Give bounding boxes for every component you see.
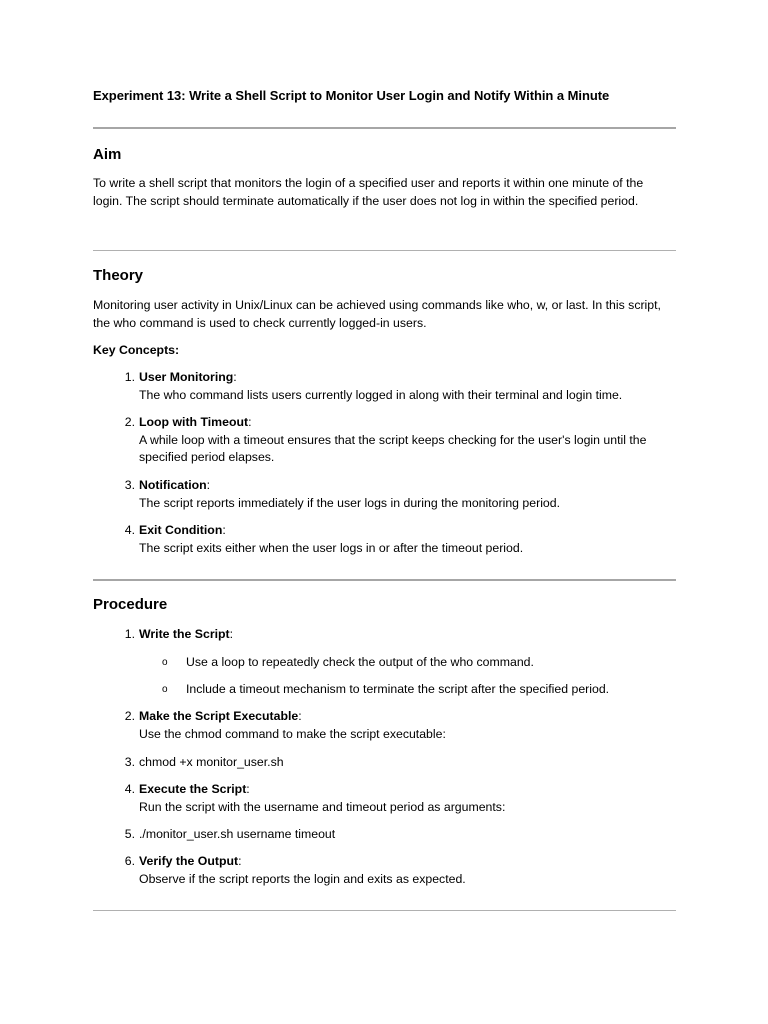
list-number: 3. [124,755,135,769]
step-term: Write the Script [139,627,230,641]
aim-heading: Aim [93,146,122,163]
step-term: Execute the Script [139,782,247,796]
list-item [139,522,679,557]
concept-term: Loop with Timeout [139,415,249,429]
section-divider [93,127,676,129]
colon: : [238,854,242,868]
list-item [139,626,679,644]
list-item: chmod +x monitor_user.sh [139,755,284,769]
list-item [139,369,679,404]
colon: : [222,523,226,537]
colon: : [229,627,234,641]
theory-heading: Theory [93,267,144,284]
step-description: Observe if the script reports the login and exits as expected. [139,871,466,886]
list-number: 2. [124,709,135,723]
theory-text: Monitoring user activity in Unix/Linux can be achieved using commands like who, w, or last. In this script, the who command is used to check currently logged-in users. [93,298,661,330]
colon: : [233,370,237,384]
list-item [139,781,679,816]
list-item: ./monitor_user.sh username timeout [139,827,336,841]
concept-term: Notification [139,478,207,492]
list-number: 2. [124,415,135,429]
bullet-icon: o [162,684,168,695]
step-description: Use the chmod command to make the script executable: [139,726,446,741]
list-number: 1. [124,627,135,641]
list-number: 6. [124,854,135,868]
list-number: 3. [124,478,135,492]
list-number: 5. [124,827,135,841]
list-item [139,414,679,467]
step-term: Make the Script Executable [139,709,299,723]
concept-description: A while loop with a timeout ensures that the script keeps checking for the user's login until the specified period elapses. [139,432,647,465]
concept-description: The script exits either when the user logs in or after the timeout period. [139,540,524,555]
list-number: 1. [124,370,135,384]
list-number: 4. [124,523,135,537]
concept-term: Exit Condition [139,523,223,537]
colon: : [298,709,302,723]
colon: : [206,478,211,492]
sub-list-item: Include a timeout mechanism to terminate the script after the specified period. [186,682,610,696]
section-divider [93,579,676,581]
list-item [139,853,679,888]
aim-text: To write a shell script that monitors the login of a specified user and reports it within one minute of the login. The script should terminate automatically if the user does not log in within the specified period. [93,176,644,208]
step-description: Run the script with the username and timeout period as arguments: [139,799,506,814]
sub-list-item: Use a loop to repeatedly check the output of the who command. [186,655,534,669]
section-divider [93,250,676,251]
step-term: Verify the Output [139,854,239,868]
key-concepts-label: Key Concepts: [93,343,180,357]
section-divider [93,910,676,911]
concept-term: User Monitoring [139,370,234,384]
list-item [139,708,679,743]
procedure-heading: Procedure [93,596,168,613]
bullet-icon: o [162,657,168,668]
concept-description: The script reports immediately if the user logs in during the monitoring period. [139,495,561,510]
colon: : [248,415,252,429]
document-title: Experiment 13: Write a Shell Script to Monitor User Login and Notify Within a Minute [93,88,610,103]
list-number: 4. [124,782,135,796]
concept-description: The who command lists users currently logged in along with their terminal and login time. [139,387,623,402]
list-item [139,477,679,512]
colon: : [246,782,250,796]
